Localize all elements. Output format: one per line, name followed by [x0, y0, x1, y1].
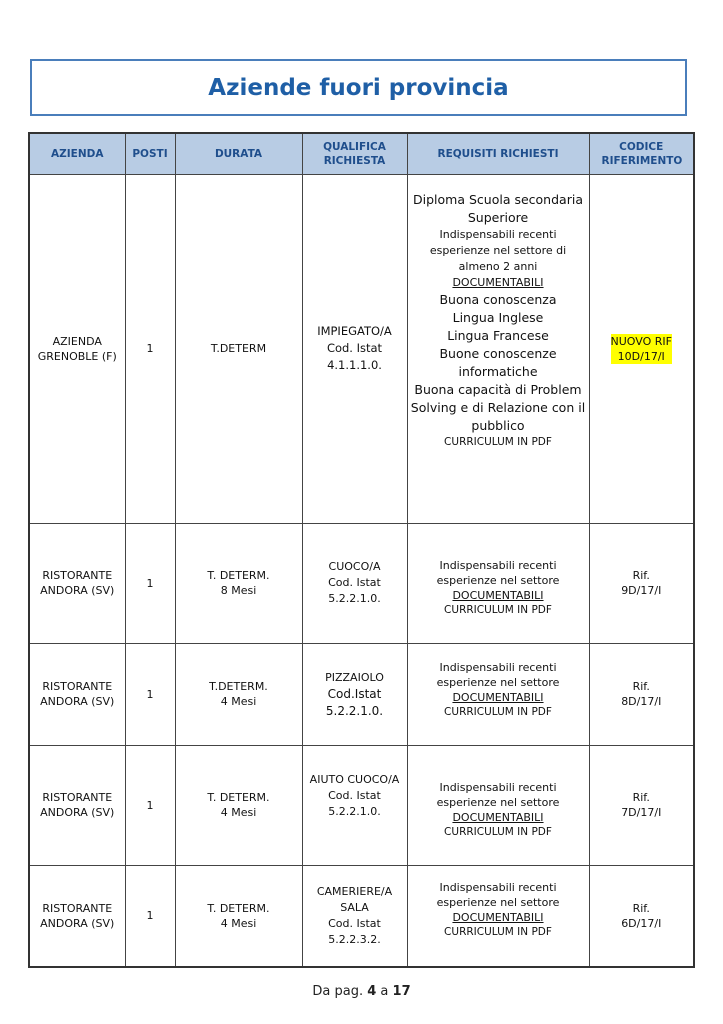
- page-title: Aziende fuori provincia: [208, 74, 509, 101]
- documentabili-label: DOCUMENTABILI: [452, 690, 544, 704]
- durata-cell: T.DETERM. 4 Mesi: [175, 643, 302, 745]
- job-table: [28, 132, 695, 968]
- qualifica-cell: PIZZAIOLO Cod.Istat 5.2.2.1.0.: [302, 643, 407, 745]
- codice-cell: Rif. 8D/17/I: [589, 643, 694, 745]
- requisiti-cell: [407, 174, 589, 523]
- curriculum-label: CURRICULUM IN PDF: [444, 925, 552, 938]
- table-row: [29, 174, 694, 523]
- footer-prefix: Da pag.: [312, 984, 364, 999]
- codice-cell: [589, 174, 694, 523]
- azienda-cell: RISTORANTE ANDORA (SV): [29, 643, 125, 745]
- curriculum-label: CURRICULUM IN PDF: [444, 603, 552, 616]
- posti-cell: 1: [125, 523, 175, 643]
- azienda-cell: RISTORANTE ANDORA (SV): [29, 865, 125, 967]
- azienda-cell: RISTORANTE ANDORA (SV): [29, 523, 125, 643]
- qualifica-cell: AIUTO CUOCO/A Cod. Istat 5.2.2.1.0.: [302, 745, 407, 865]
- curriculum-label: CURRICULUM IN PDF: [444, 825, 552, 838]
- posti-cell: 1: [125, 174, 175, 523]
- requisito-lingue: Buona conoscenza Lingua Inglese Lingua Francese: [439, 291, 557, 343]
- codice-cell: Rif. 7D/17/I: [589, 745, 694, 865]
- header-azienda: AZIENDA: [29, 133, 125, 174]
- table-row: [29, 865, 694, 967]
- requisito-esperienze: Indispensabili recenti esperienze nel settore DOCUMENTABILI: [411, 660, 586, 705]
- requisito-competenze: Buone conoscenze informatiche Buona capacità di Problem Solving e di Relazione con il pubblico: [410, 345, 586, 433]
- requisiti-cell: [407, 643, 589, 745]
- codice-cell: Rif. 6D/17/I: [589, 865, 694, 967]
- requisito-esperienze: Indispensabili recenti esperienze nel settore DOCUMENTABILI: [411, 780, 586, 825]
- page-footer: [0, 984, 723, 999]
- header-posti: POSTI: [125, 133, 175, 174]
- requisiti-cell: [407, 745, 589, 865]
- durata-cell: T. DETERM. 4 Mesi: [175, 865, 302, 967]
- qualifica-cell: IMPIEGATO/A Cod. Istat 4.1.1.1.0.: [302, 174, 407, 523]
- footer-total-pages: 17: [392, 984, 411, 999]
- table-row: [29, 643, 694, 745]
- documentabili-label: DOCUMENTABILI: [452, 910, 544, 924]
- durata-cell: T.DETERM: [175, 174, 302, 523]
- requisito-esperienze: Indispensabili recenti esperienze nel settore DOCUMENTABILI: [411, 880, 586, 925]
- header-durata: DURATA: [175, 133, 302, 174]
- qualifica-cell: CAMERIERE/A SALA Cod. Istat 5.2.2.3.2.: [302, 865, 407, 967]
- qualifica-cell: CUOCO/A Cod. Istat 5.2.2.1.0.: [302, 523, 407, 643]
- table-header-row: [29, 133, 694, 174]
- requisiti-cell: [407, 865, 589, 967]
- durata-cell: T. DETERM. 4 Mesi: [175, 745, 302, 865]
- documentabili-label: DOCUMENTABILI: [452, 810, 544, 824]
- codice-highlight: NUOVO RIF 10D/17/I: [610, 334, 672, 363]
- posti-cell: 1: [125, 745, 175, 865]
- posti-cell: 1: [125, 865, 175, 967]
- requisito-esperienze: Indispensabili recenti esperienze nel settore DOCUMENTABILI: [411, 558, 586, 603]
- table-row: [29, 523, 694, 643]
- durata-cell: T. DETERM. 8 Mesi: [175, 523, 302, 643]
- curriculum-label: CURRICULUM IN PDF: [444, 435, 552, 448]
- title-box: [30, 59, 687, 116]
- documentabili-label: DOCUMENTABILI: [452, 275, 544, 289]
- requisiti-cell: [407, 523, 589, 643]
- curriculum-label: CURRICULUM IN PDF: [444, 705, 552, 718]
- azienda-cell: RISTORANTE ANDORA (SV): [29, 745, 125, 865]
- header-qualifica: QUALIFICA RICHIESTA: [302, 133, 407, 174]
- table-row: [29, 745, 694, 865]
- azienda-cell: AZIENDA GRENOBLE (F): [29, 174, 125, 523]
- documentabili-label: DOCUMENTABILI: [452, 588, 544, 602]
- footer-page-number: 4: [367, 984, 377, 999]
- posti-cell: 1: [125, 643, 175, 745]
- footer-separator: a: [380, 984, 389, 999]
- requisito-diploma: Diploma Scuola secondaria Superiore: [413, 191, 583, 225]
- header-codice: CODICE RIFERIMENTO: [589, 133, 694, 174]
- codice-cell: Rif. 9D/17/I: [589, 523, 694, 643]
- header-requisiti: REQUISITI RICHIESTI: [407, 133, 589, 174]
- requisito-esperienze: Indispensabili recenti esperienze nel settore di almeno 2 anni DOCUMENTABILI: [411, 227, 586, 291]
